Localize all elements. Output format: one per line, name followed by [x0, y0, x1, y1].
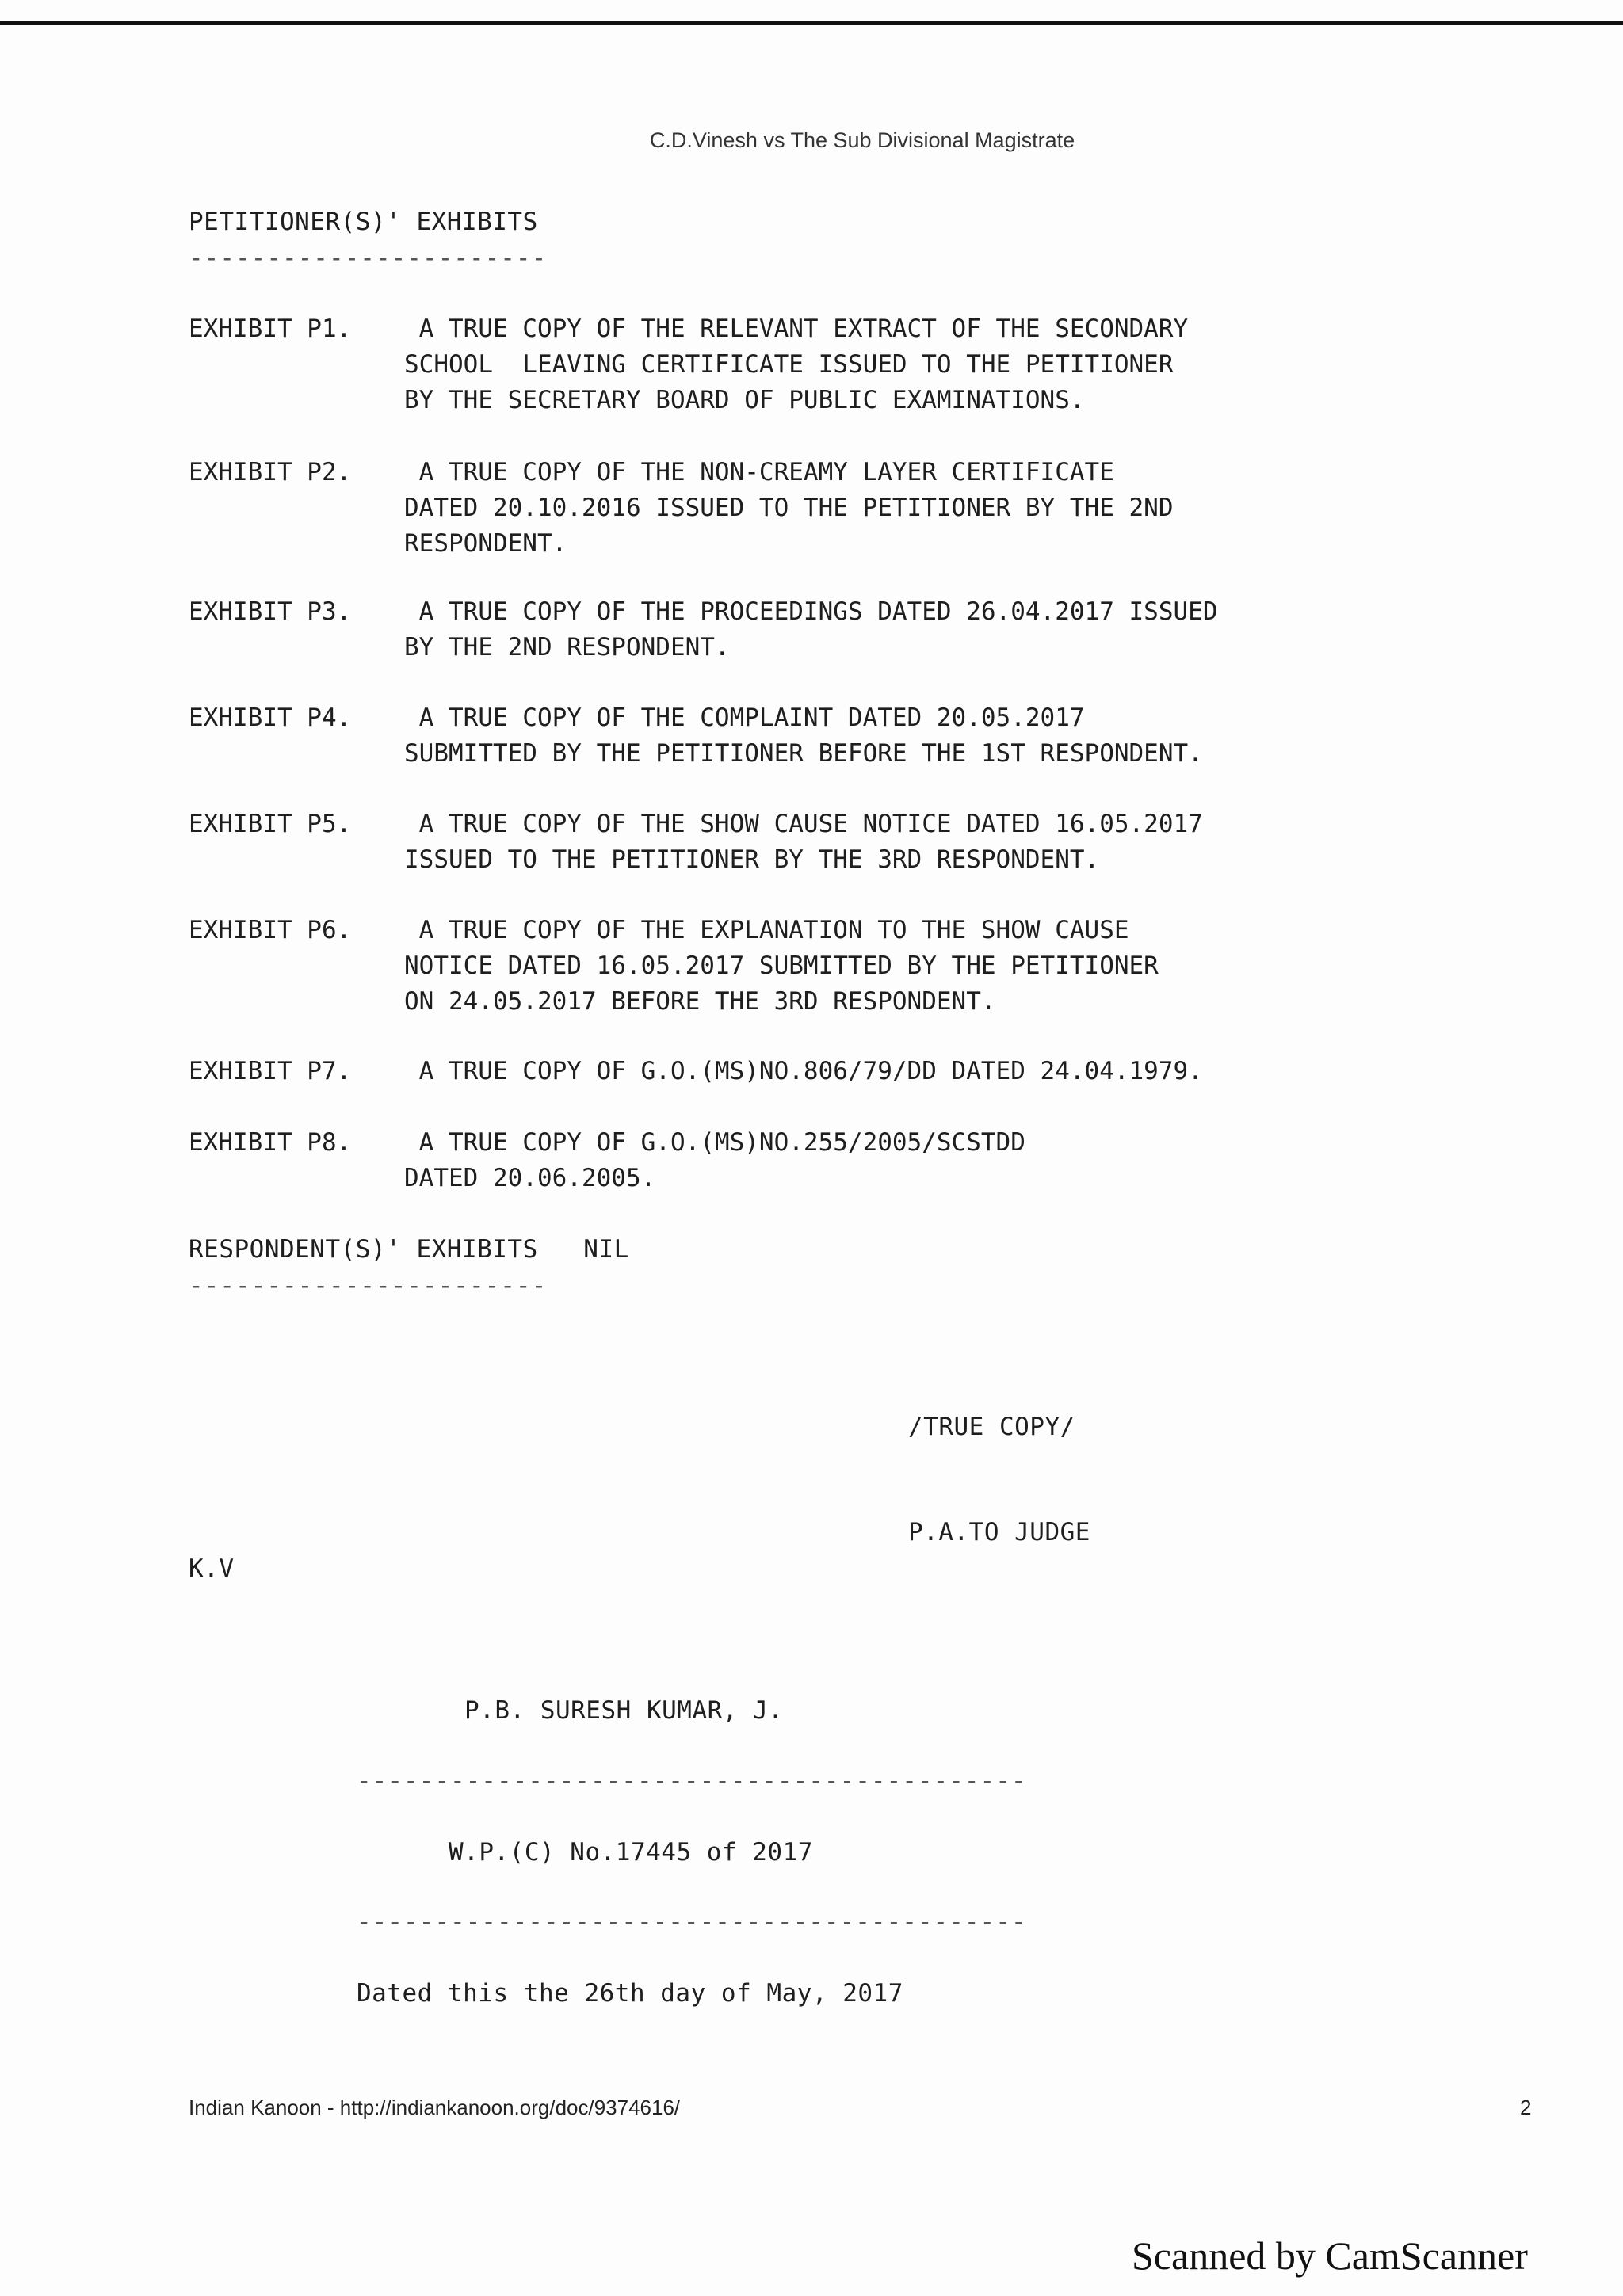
exhibit-label: EXHIBIT P2. [189, 458, 352, 486]
exhibit-label: EXHIBIT P8. [189, 1128, 352, 1157]
top-rule [0, 21, 1623, 25]
separator-bottom: ------------------------------------------- [357, 1908, 1027, 1936]
exhibit-label: EXHIBIT P3. [189, 597, 352, 626]
exhibit-description-line: ON 24.05.2017 BEFORE THE 3RD RESPONDENT. [404, 987, 996, 1016]
exhibit-label: EXHIBIT P1. [189, 315, 352, 343]
exhibit-description-line: BY THE 2ND RESPONDENT. [404, 633, 730, 662]
exhibit-description-line: DATED 20.06.2005. [404, 1164, 656, 1192]
exhibit-description-line: A TRUE COPY OF THE SHOW CAUSE NOTICE DATED 16.05.2017 [404, 810, 1203, 838]
exhibit-description-line: A TRUE COPY OF THE PROCEEDINGS DATED 26.04.2017 ISSUED [404, 597, 1218, 626]
exhibit-description-line: DATED 20.10.2016 ISSUED TO THE PETITIONER BY THE 2ND [404, 494, 1174, 522]
case-number: W.P.(C) No.17445 of 2017 [449, 1838, 813, 1867]
exhibit-description [404, 1054, 1203, 1089]
exhibit-description-line: A TRUE COPY OF THE COMPLAINT DATED 20.05.2017 [404, 704, 1085, 732]
exhibit-description-line: SUBMITTED BY THE PETITIONER BEFORE THE 1ST RESPONDENT. [404, 739, 1203, 768]
exhibit-description-line: NOTICE DATED 16.05.2017 SUBMITTED BY THE PETITIONER [404, 952, 1159, 980]
exhibit-label: EXHIBIT P4. [189, 704, 352, 732]
exhibit-description-line: A TRUE COPY OF THE NON-CREAMY LAYER CERTIFICATE [404, 458, 1114, 486]
exhibit-label: EXHIBIT P7. [189, 1057, 352, 1085]
exhibit-description-line: RESPONDENT. [404, 529, 567, 558]
footer-page-number: 2 [1520, 2096, 1532, 2119]
footer-source: Indian Kanoon - http://indiankanoon.org/doc/9374616/ [189, 2096, 681, 2119]
exhibit-description [404, 913, 1159, 1020]
page-header-title: C.D.Vinesh vs The Sub Divisional Magistrate [649, 128, 1075, 152]
petitioner-heading-underline: ----------------------- [189, 244, 548, 273]
exhibit-description [404, 700, 1203, 772]
respondent-heading-underline: ----------------------- [189, 1272, 548, 1300]
page-header [0, 128, 1623, 153]
pa-to-judge: P.A.TO JUDGE [908, 1518, 1090, 1547]
exhibit-label: EXHIBIT P6. [189, 916, 352, 944]
exhibit-label: EXHIBIT P5. [189, 810, 352, 838]
exhibit-description-line: A TRUE COPY OF G.O.(MS)NO.806/79/DD DATED 24.04.1979. [404, 1057, 1203, 1085]
true-copy-mark: /TRUE COPY/ [908, 1413, 1075, 1441]
exhibit-description-line: BY THE SECRETARY BOARD OF PUBLIC EXAMINATIONS. [404, 386, 1085, 414]
exhibit-description [404, 1125, 1025, 1196]
exhibit-description [404, 807, 1203, 878]
exhibit-description-line: A TRUE COPY OF G.O.(MS)NO.255/2005/SCSTDD [404, 1128, 1025, 1157]
separator-top: ------------------------------------------- [357, 1767, 1027, 1795]
exhibit-description-line: A TRUE COPY OF THE EXPLANATION TO THE SHOW CAUSE [404, 916, 1129, 944]
judge-name: P.B. SURESH KUMAR, J. [464, 1696, 784, 1725]
petitioner-exhibits-heading: PETITIONER(S)' EXHIBITS [189, 208, 538, 236]
exhibit-description [404, 311, 1188, 418]
initials: K.V [189, 1554, 235, 1583]
dated-line: Dated this the 26th day of May, 2017 [357, 1979, 903, 2008]
scanner-watermark: Scanned by CamScanner [1132, 2233, 1528, 2278]
respondent-exhibits-heading: RESPONDENT(S)' EXHIBITS NIL [189, 1235, 629, 1264]
exhibit-description-line: A TRUE COPY OF THE RELEVANT EXTRACT OF THE SECONDARY [404, 315, 1189, 343]
exhibit-description [404, 594, 1218, 666]
exhibit-description [404, 455, 1174, 562]
exhibit-description-line: SCHOOL LEAVING CERTIFICATE ISSUED TO THE PETITIONER [404, 350, 1174, 379]
exhibit-description-line: ISSUED TO THE PETITIONER BY THE 3RD RESPONDENT. [404, 845, 1100, 874]
